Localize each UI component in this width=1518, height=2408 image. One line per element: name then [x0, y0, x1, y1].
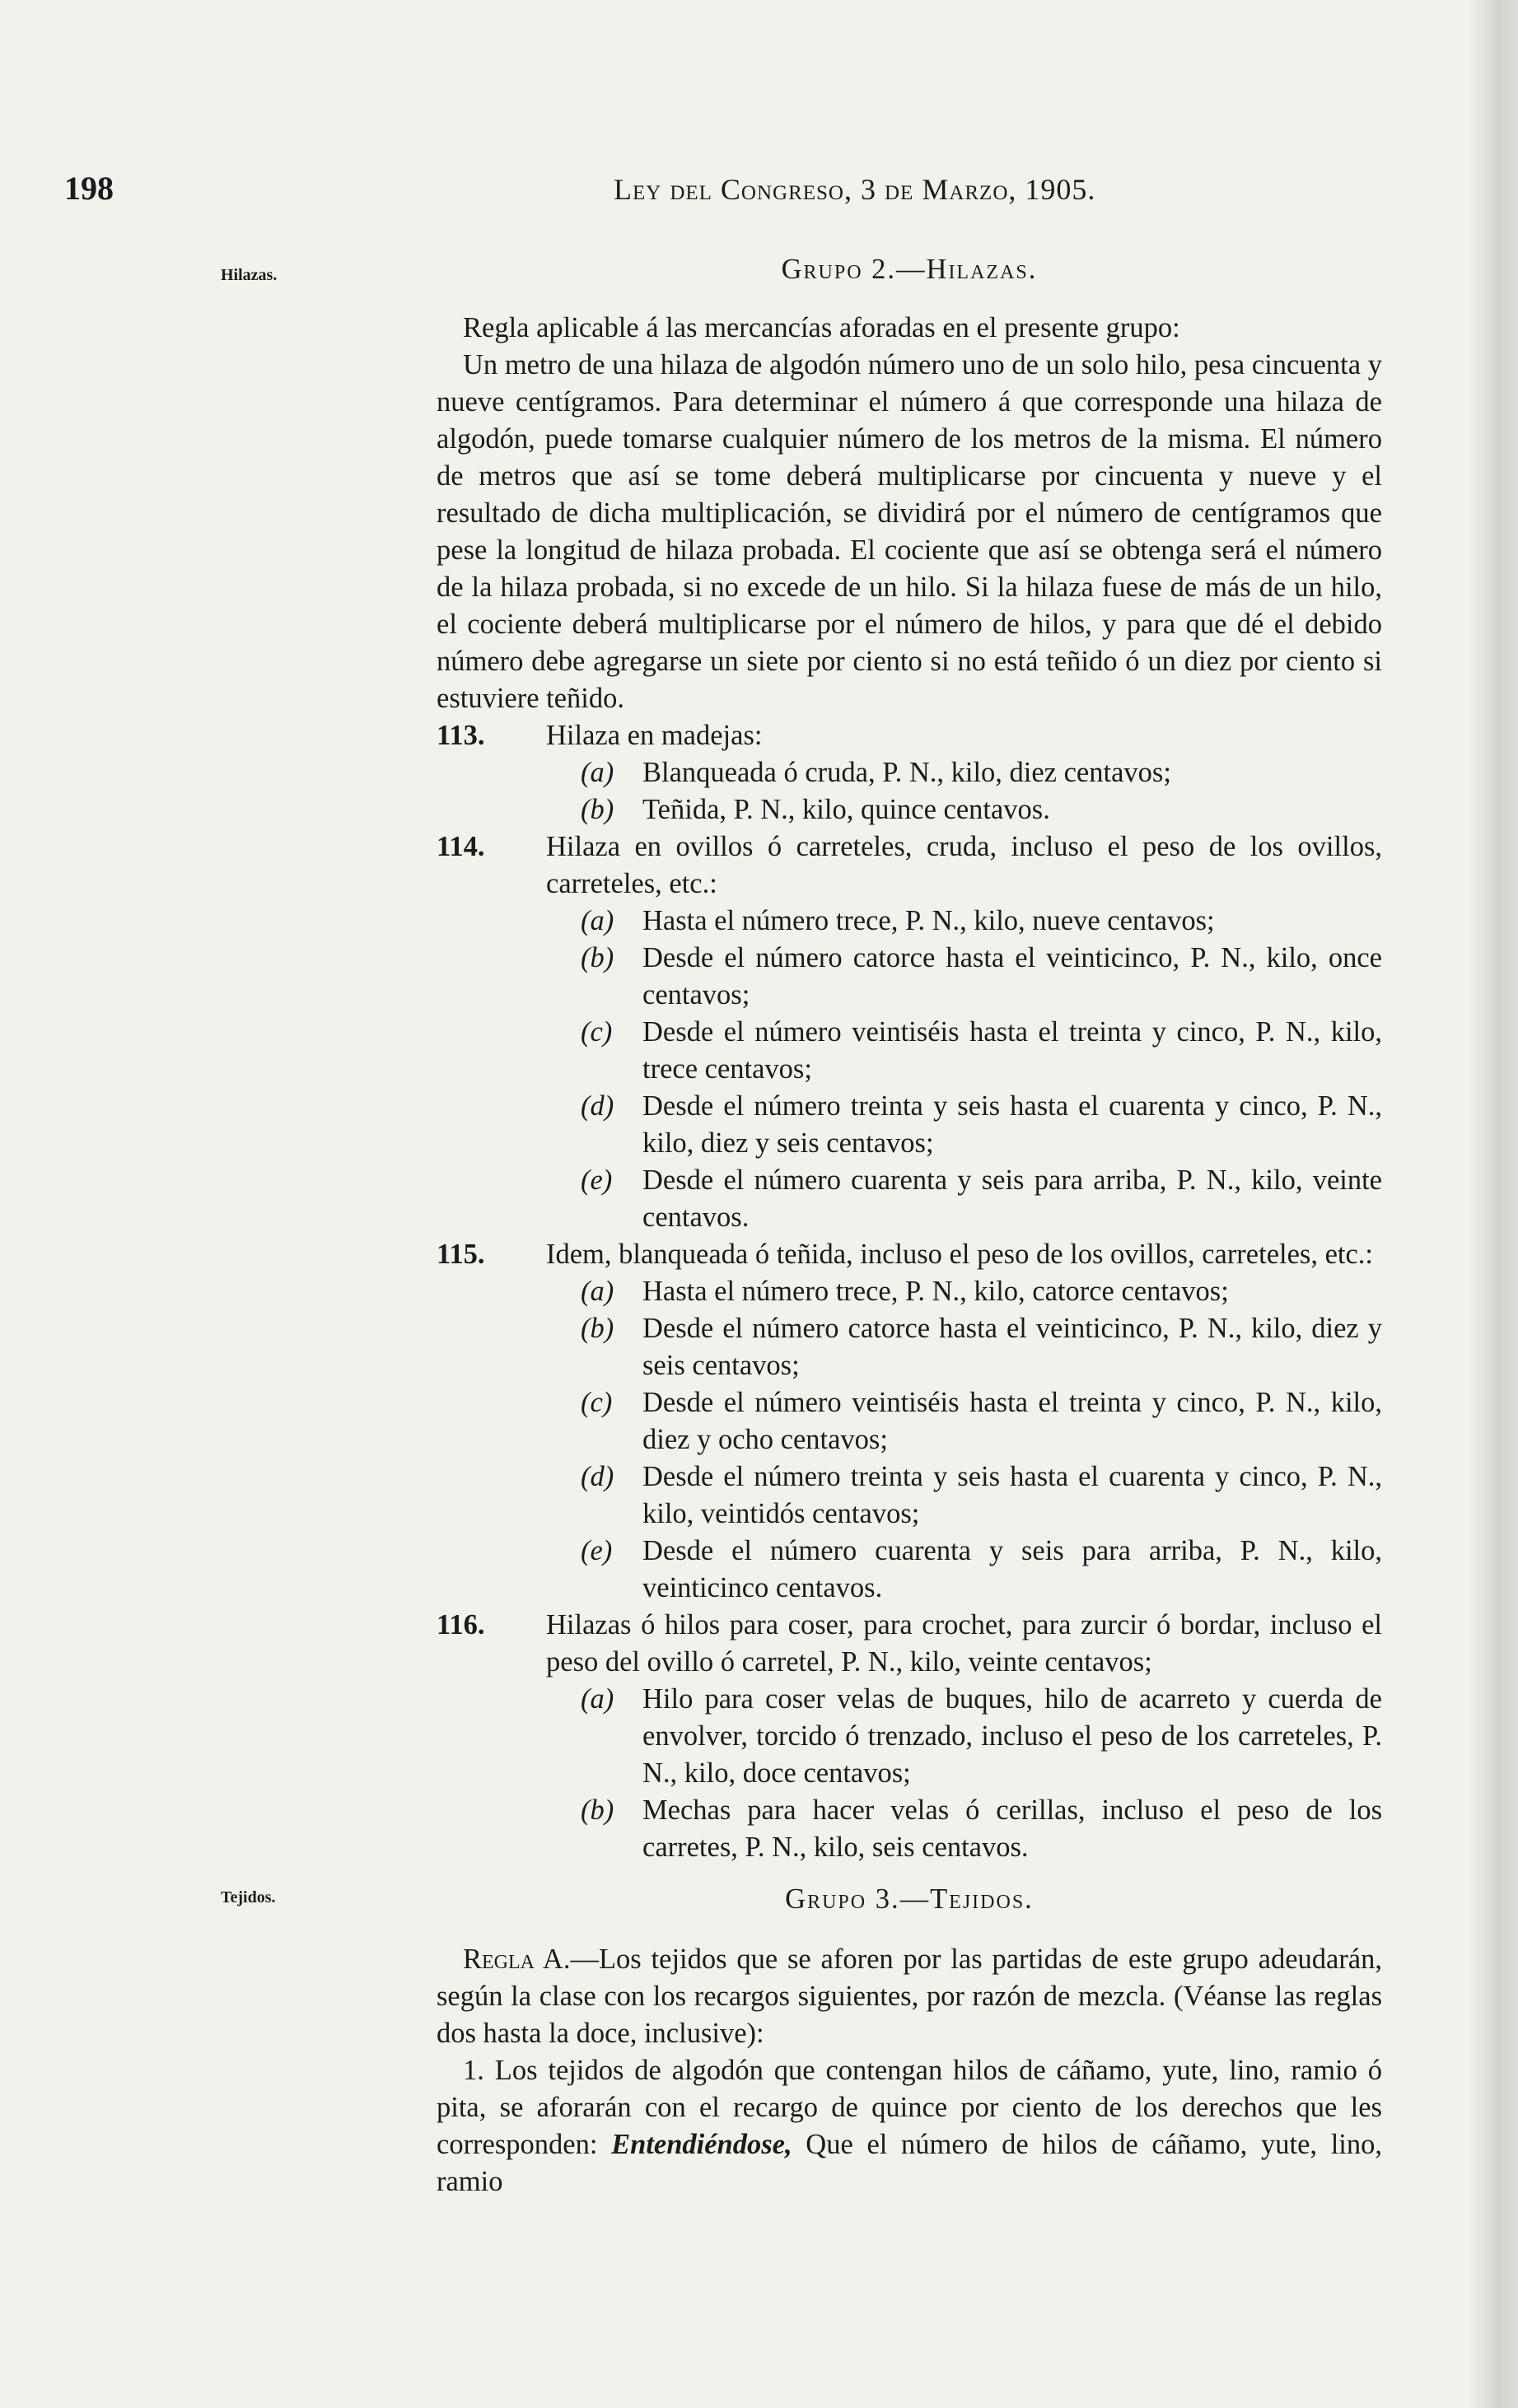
sub-item-text: Desde el número cuarenta y seis para arriba, P. N., kilo, veinticinco centavos.: [642, 1535, 1382, 1603]
sub-item-text: Mechas para hacer velas ó cerillas, incluso el peso de los carretes, P. N., kilo, seis centavos.: [642, 1794, 1382, 1863]
sub-item-label: (d): [581, 1090, 614, 1122]
sub-item: [437, 1310, 1382, 1384]
sub-item: [437, 1162, 1382, 1236]
sub-item-label: (a): [581, 1276, 614, 1307]
sub-item-label: (b): [581, 1794, 614, 1826]
item-description: Hilaza en madejas:: [546, 720, 763, 751]
sub-item-text: Hilo para coser velas de buques, hilo de acarreto y cuerda de envolver, torcido ó trenzado, incluso el peso de los carreteles, P. N., kilo, doce centavos;: [642, 1683, 1382, 1789]
sub-item: [437, 1384, 1382, 1458]
sub-item: [437, 1088, 1382, 1162]
item-number: 114.: [437, 831, 485, 862]
sub-item-label: (b): [581, 942, 614, 973]
page-number: 198: [64, 170, 114, 207]
sub-item-label: (e): [581, 1535, 613, 1566]
item-description: Hilazas ó hilos para coser, para crochet, para zurcir ó bordar, incluso el peso del ovillo ó carretel, P. N., kilo, veinte centavos;: [546, 1609, 1382, 1678]
group-2-rule-intro: Regla aplicable á las mercancías aforadas en el presente grupo:: [463, 312, 1180, 343]
sub-item-label: (a): [581, 757, 614, 788]
tariff-item-116: [437, 1607, 1382, 1681]
sub-item-text: Hasta el número trece, P. N., kilo, catorce centavos;: [642, 1276, 1229, 1307]
group-3-rule-1: [437, 2052, 1382, 2200]
item-number: 116.: [437, 1609, 485, 1640]
sub-item-label: (b): [581, 1313, 614, 1344]
running-head: Ley del Congreso, 3 de Marzo, 1905.: [614, 173, 1096, 206]
rule-a-lead: Regla A.: [463, 1944, 571, 1975]
tariff-item-115: [437, 1236, 1382, 1273]
group-2-rule-body: Un metro de una hilaza de algodón número uno de un solo hilo, pesa cincuenta y nueve centígramos. Para determinar el número á que corresponde una hilaza de algodón, puede tomarse cualquier número de los metros de la misma. El número de metros que así se tome deberá multiplicarse por cincuenta y nueve y el resultado de dicha multiplicación, se dividirá por el número de centígramos que pese la longitud de hilaza probada. El cociente que así se obtenga será el número de la hilaza probada, si no excede de un hilo. Si la hilaza fuese de más de un hilo, el cociente deberá multiplicarse por el número de hilos, y para que dé el debido número debe agregarse un siete por ciento si no está teñido ó un diez por ciento si estuviere teñido.: [437, 349, 1382, 714]
sub-item-label: (d): [581, 1461, 614, 1492]
sub-item: [437, 903, 1382, 940]
margin-note-tejidos: Tejidos.: [221, 1888, 276, 1906]
group-3-rule-a: [437, 1941, 1382, 2052]
item-description: Idem, blanqueada ó teñida, incluso el peso de los ovillos, carreteles, etc.:: [546, 1239, 1374, 1270]
sub-item-text: Desde el número cuarenta y seis para arriba, P. N., kilo, veinte centavos.: [642, 1164, 1382, 1233]
sub-item-label: (c): [581, 1387, 613, 1418]
item-description: Hilaza en ovillos ó carreteles, cruda, incluso el peso de los ovillos, carreteles, etc.:: [546, 831, 1382, 899]
tariff-item-114: [437, 828, 1382, 903]
rule-1-text: 1. Los tejidos de algodón que contengan hilos de cáñamo, yute, lino, ramio ó pita, se aforarán con el recargo de quince por ciento de los derechos que les corresponden:: [437, 2055, 1382, 2160]
sub-item-text: Teñida, P. N., kilo, quince centavos.: [642, 794, 1050, 825]
item-number: 113.: [437, 720, 485, 751]
page-binding-shadow: [1469, 0, 1518, 2408]
sub-item: [437, 1273, 1382, 1310]
page-body: [437, 251, 1382, 2200]
page-header: [0, 169, 1518, 218]
sub-item: [437, 754, 1382, 791]
sub-item-label: (a): [581, 1683, 614, 1715]
sub-item: [437, 1792, 1382, 1866]
rule-1-tail: Que el número de hilos de cáñamo, yute, lino, ramio: [437, 2129, 1382, 2197]
sub-item-text: Desde el número catorce hasta el veinticinco, P. N., kilo, once centavos;: [642, 942, 1382, 1010]
sub-item-label: (e): [581, 1164, 613, 1196]
item-number: 115.: [437, 1239, 485, 1270]
sub-item-label: (b): [581, 794, 614, 825]
sub-item-label: (a): [581, 905, 614, 936]
sub-item: [437, 940, 1382, 1014]
group-2-heading: Grupo 2.—Hilazas.: [781, 254, 1038, 285]
group-3-heading: Grupo 3.—Tejidos.: [785, 1883, 1034, 1915]
sub-item-text: Desde el número catorce hasta el veinticinco, P. N., kilo, diez y seis centavos;: [642, 1313, 1382, 1381]
sub-item: [437, 1681, 1382, 1792]
sub-item-text: Hasta el número trece, P. N., kilo, nueve centavos;: [642, 905, 1215, 936]
sub-item-text: Desde el número veintiséis hasta el treinta y cinco, P. N., kilo, trece centavos;: [642, 1016, 1382, 1085]
sub-item-label: (c): [581, 1016, 613, 1048]
sub-item-text: Desde el número treinta y seis hasta el cuarenta y cinco, P. N., kilo, diez y seis centavos;: [642, 1090, 1382, 1159]
sub-item-text: Desde el número treinta y seis hasta el cuarenta y cinco, P. N., kilo, veintidós centavos;: [642, 1461, 1382, 1529]
sub-item: [437, 1458, 1382, 1533]
sub-item: [437, 791, 1382, 828]
tariff-item-113: [437, 717, 1382, 754]
sub-item-text: Desde el número veintiséis hasta el treinta y cinco, P. N., kilo, diez y ocho centavos;: [642, 1387, 1382, 1455]
sub-item: [437, 1533, 1382, 1607]
rule-1-italic: Entendiéndose,: [611, 2129, 792, 2160]
rule-a-text: —Los tejidos que se aforen por las partidas de este grupo adeudarán, según la clase con los recargos siguientes, por razón de mezcla. (Véanse las reglas dos hasta la doce, inclusive):: [437, 1944, 1382, 2049]
sub-item: [437, 1014, 1382, 1088]
sub-item-text: Blanqueada ó cruda, P. N., kilo, diez centavos;: [642, 757, 1171, 788]
margin-note-hilazas: Hilazas.: [221, 266, 278, 284]
